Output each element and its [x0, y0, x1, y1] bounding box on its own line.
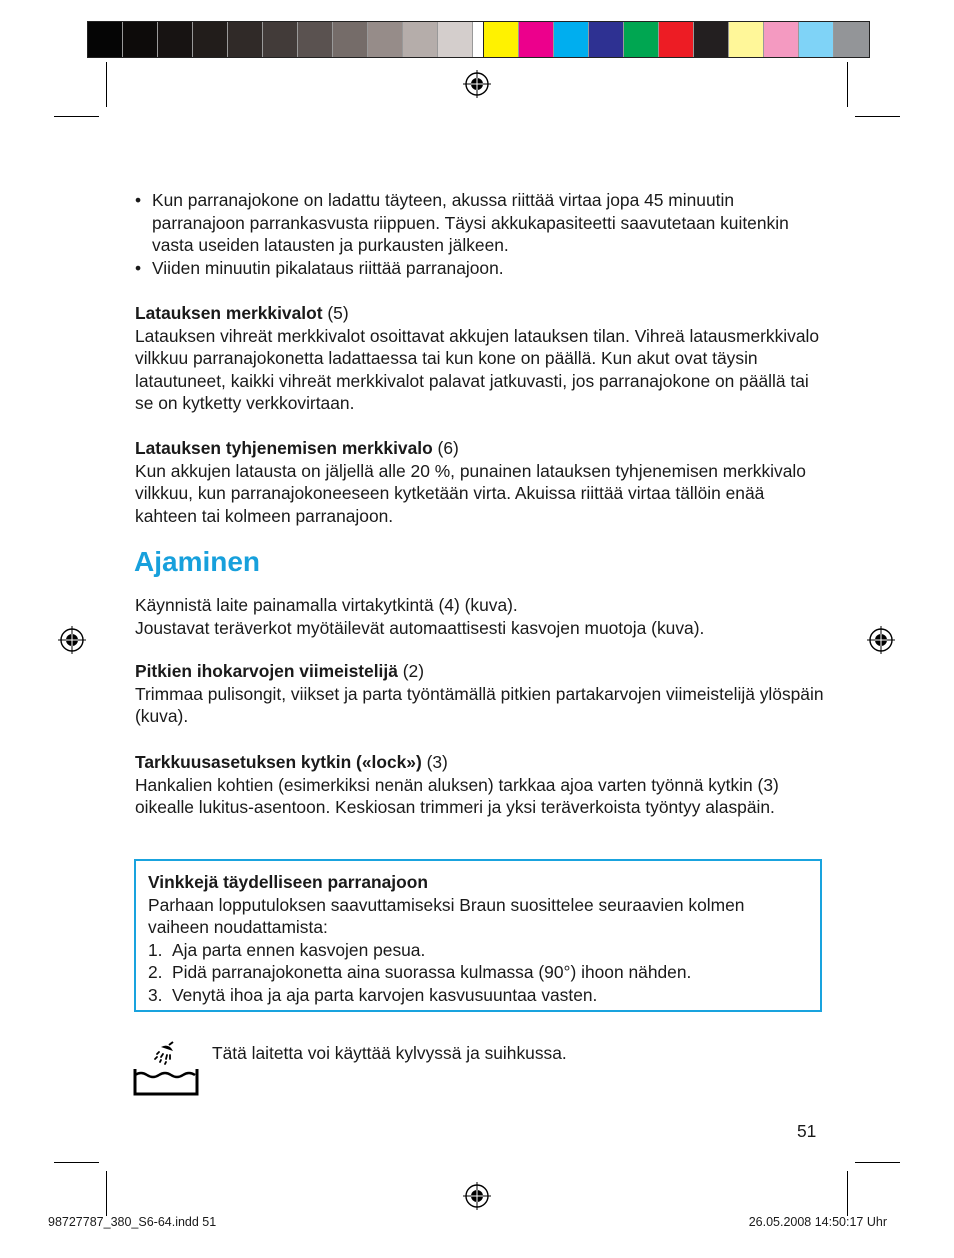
list-item: 3. Venytä ihoa ja aja parta karvojen kasvusuuntaa vasten. [148, 984, 598, 1005]
color-swatch [438, 22, 473, 57]
precision-switch-section [135, 751, 825, 819]
color-swatch [158, 22, 193, 57]
crop-mark [847, 62, 848, 107]
registration-mark-icon [58, 626, 86, 654]
shaving-intro [135, 594, 825, 639]
grayscale-color-bar [87, 21, 509, 58]
bullet-item: • Viiden minuutin pikalataus riittää parranajoon. [135, 257, 825, 280]
tips-intro: Parhaan lopputuloksen saavuttamiseksi Braun suosittelee seuraavien kolmen vaiheen noudattamista: [148, 894, 745, 938]
registration-mark-icon [867, 626, 895, 654]
section-body: Hankalien kohtien (esimerkiksi nenän aluksen) tarkkaa ajoa varten työnnä kytkin (3) oikealle lukitus-asentoon. Keskiosan trimmeri ja yksi teräverkoista työntyy alaspäin. [135, 774, 779, 818]
color-swatch [88, 22, 123, 57]
section-title: Tarkkuusasetuksen kytkin («lock») (3) [135, 752, 448, 772]
crop-mark [847, 1171, 848, 1216]
shower-bath-icon [133, 1041, 199, 1098]
color-swatch [228, 22, 263, 57]
color-swatch [263, 22, 298, 57]
footer-file-info: 98727787_380_S6-64.indd 51 [48, 1215, 217, 1229]
crop-mark [106, 1171, 107, 1216]
color-swatch [624, 22, 659, 57]
body-line: Käynnistä laite painamalla virtakytkintä (4) (kuva). [135, 595, 518, 615]
tips-steps [148, 939, 808, 1007]
color-swatch [333, 22, 368, 57]
section-title: Pitkien ihokarvojen viimeistelijä (2) [135, 661, 424, 681]
charge-indicator-section [135, 302, 825, 415]
color-swatch [298, 22, 333, 57]
footer-timestamp: 26.05.2008 14:50:17 Uhr [748, 1215, 887, 1229]
crop-mark [855, 1162, 900, 1163]
section-body: Trimmaa pulisongit, viikset ja parta työntämällä pitkien partakarvojen viimeistelijä ylöspäin (kuva). [135, 683, 824, 727]
battery-bullets [135, 189, 825, 279]
tips-title: Vinkkejä täydelliseen parranajoon [148, 872, 428, 892]
section-heading: Ajaminen [134, 546, 261, 577]
long-hair-trimmer-section [135, 660, 825, 728]
section-body: Kun akkujen latausta on jäljellä alle 20 %, punainen latauksen tyhjenemisen merkkivalo vilkkuu, kun parranajokoneeseen kytketään virta. Akuissa riittää virtaa tällöin enää kahteen tai kolmeen parranajoon. [135, 460, 806, 526]
crop-mark [106, 62, 107, 107]
color-swatch [403, 22, 438, 57]
body-line: Joustavat teräverkot myötäilevät automaattisesti kasvojen muotoja (kuva). [135, 617, 705, 638]
section-title: Latauksen tyhjenemisen merkkivalo (6) [135, 438, 459, 458]
crop-mark [54, 1162, 99, 1163]
process-color-bar [483, 21, 870, 58]
color-swatch [123, 22, 158, 57]
tips-box [134, 859, 822, 1012]
color-swatch [799, 22, 834, 57]
color-swatch [589, 22, 624, 57]
registration-mark-icon [463, 70, 491, 98]
bullet-item: • Kun parranajokone on ladattu täyteen, akussa riittää virtaa jopa 45 minuutin parranajoon parrankasvusta riippuen. Täysi akkukapasiteetti saavutetaan kuitenkin vasta useiden latausten ja purkausten jälkeen. [135, 189, 825, 257]
page-number: 51 [797, 1121, 817, 1141]
list-item: 1. Aja parta ennen kasvojen pesua. [148, 939, 426, 960]
list-item: 2. Pidä parranajokonetta aina suorassa kulmassa (90°) ihoon nähden. [148, 962, 692, 983]
color-swatch [193, 22, 228, 57]
color-swatch [554, 22, 589, 57]
color-swatch [729, 22, 764, 57]
color-swatch [519, 22, 554, 57]
section-body: Latauksen vihreät merkkivalot osoittavat akkujen latauksen tilan. Vihreä latausmerkkivalo vilkkuu parranajokonetta ladattaessa tai kun kone on päällä. Kun akut ovat täysin latautuneet, kaikki vihreät merkkivalot palavat jatkuvasti, jos parranajokone on päällä tai se on kytketty verkkovirtaan. [135, 325, 820, 414]
registration-mark-icon [463, 1182, 491, 1210]
crop-mark [855, 116, 900, 117]
color-swatch [764, 22, 799, 57]
low-charge-indicator-section [135, 437, 825, 527]
crop-mark [54, 116, 99, 117]
color-swatch [694, 22, 729, 57]
color-swatch [659, 22, 694, 57]
color-swatch [368, 22, 403, 57]
section-title: Latauksen merkkivalot (5) [135, 303, 349, 323]
color-swatch [484, 22, 519, 57]
bath-shower-note: Tätä laitetta voi käyttää kylvyssä ja suihkussa. [212, 1043, 567, 1063]
color-swatch [834, 22, 869, 57]
